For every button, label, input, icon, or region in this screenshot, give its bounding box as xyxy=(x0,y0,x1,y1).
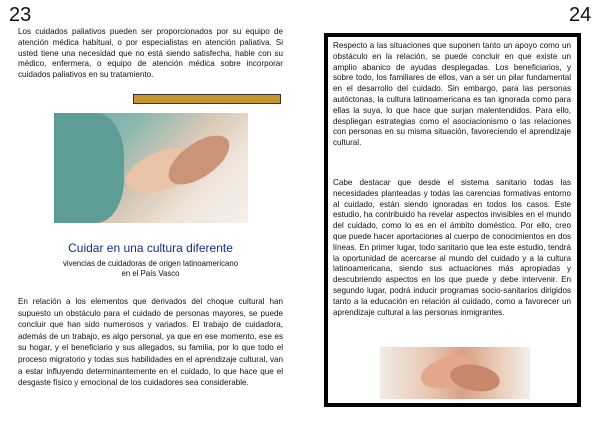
left-intro-paragraph: Los cuidados paliativos pueden ser proporcionados por su equipo de atención médica habitual, o por especialistas en atención paliativa. Si usted tiene una necesidad que no está siendo satisfecha, hable con su médico, enfermera, o equipo de atención médica sobre incorporar cuidados paliativos en su tratamiento. xyxy=(18,27,283,80)
right-page-number: 24 xyxy=(569,4,592,26)
left-body-paragraph: En relación a los elementos que derivados del choque cultural han supuesto un obstáculo para el cuidado de personas mayores, se puede concluir que han sido numerosos y variados. El trabajo de cuidadora, además de un trabajo, es algo personal, ya que en ese momento, ese es su hogar, y el beneficiario y sus allegados, su familia, por lo que todo el proceso migratorio y todas sus habilidades en el aprendizaje cultural, van a estar influyendo determinantemente en el cuidado, lo que hace que el desgaste físico y emocional de los cuidadores sea considerable. xyxy=(18,297,283,388)
right-paragraph-1: Respecto a las situaciones que suponen tanto un apoyo como un obstáculo en la relación, se puede concluir en que existe un amplio abanico de ayudas desplegadas. Los beneficiarios, y sobre todo, los familiares de ellos, van a ser un pilar fundamental en el desarrollo del cuidado. Sin embargo, para las personas autóctonas, la cultura latinoamericana es tan ignorada como para ellas la suya, lo que hace que surjan malentendidos. Para ello, despliegan estrategias como el asociacionismo o las relaciones con personas en su misma situación, favoreciendo el aprendizaje cultural. xyxy=(333,41,571,148)
section-title: Cuidar en una cultura diferente xyxy=(68,241,233,255)
gold-accent-bar xyxy=(133,94,281,104)
section-subtitle-line2: en el País Vasco xyxy=(121,269,180,278)
right-paragraph-2: Cabe destacar que desde el sistema sanitario todas las necesidades planteadas y todas las carencias formativas entorno al cuidado, están siendo ignoradas en todos los casos. Este estudio, ha contribuido ha revelar aspectos invisibles en el mundo del cuidado, como lo es en el ámbito doméstico. Por ello, creo que puede hacer aportaciones al cuerpo de conocimientos en dos líneas. En primer lugar, todo sanitario que lea este estudio, tendrá la oportunidad de acercarse al mundo del cuidado y a la cultura latinoamericana, siendo sus actuaciones más apropiadas y descubriendo aspectos en los que puede y debe intervenir. En segundo lugar, podrá inducir programas socio-sanitarios dirigidos tanto a la educación en relación al cuidado, como a favorecer un aprendizaje cultural a las personas inmigrantes. xyxy=(333,178,571,317)
section-subtitle-line1: vivencias de cuidadoras de origen latinoamericano xyxy=(62,259,239,268)
caregiver-hands-photo xyxy=(54,113,248,223)
section-subtitle xyxy=(18,259,283,279)
left-page-number: 23 xyxy=(9,4,32,26)
holding-hands-photo xyxy=(380,347,530,399)
